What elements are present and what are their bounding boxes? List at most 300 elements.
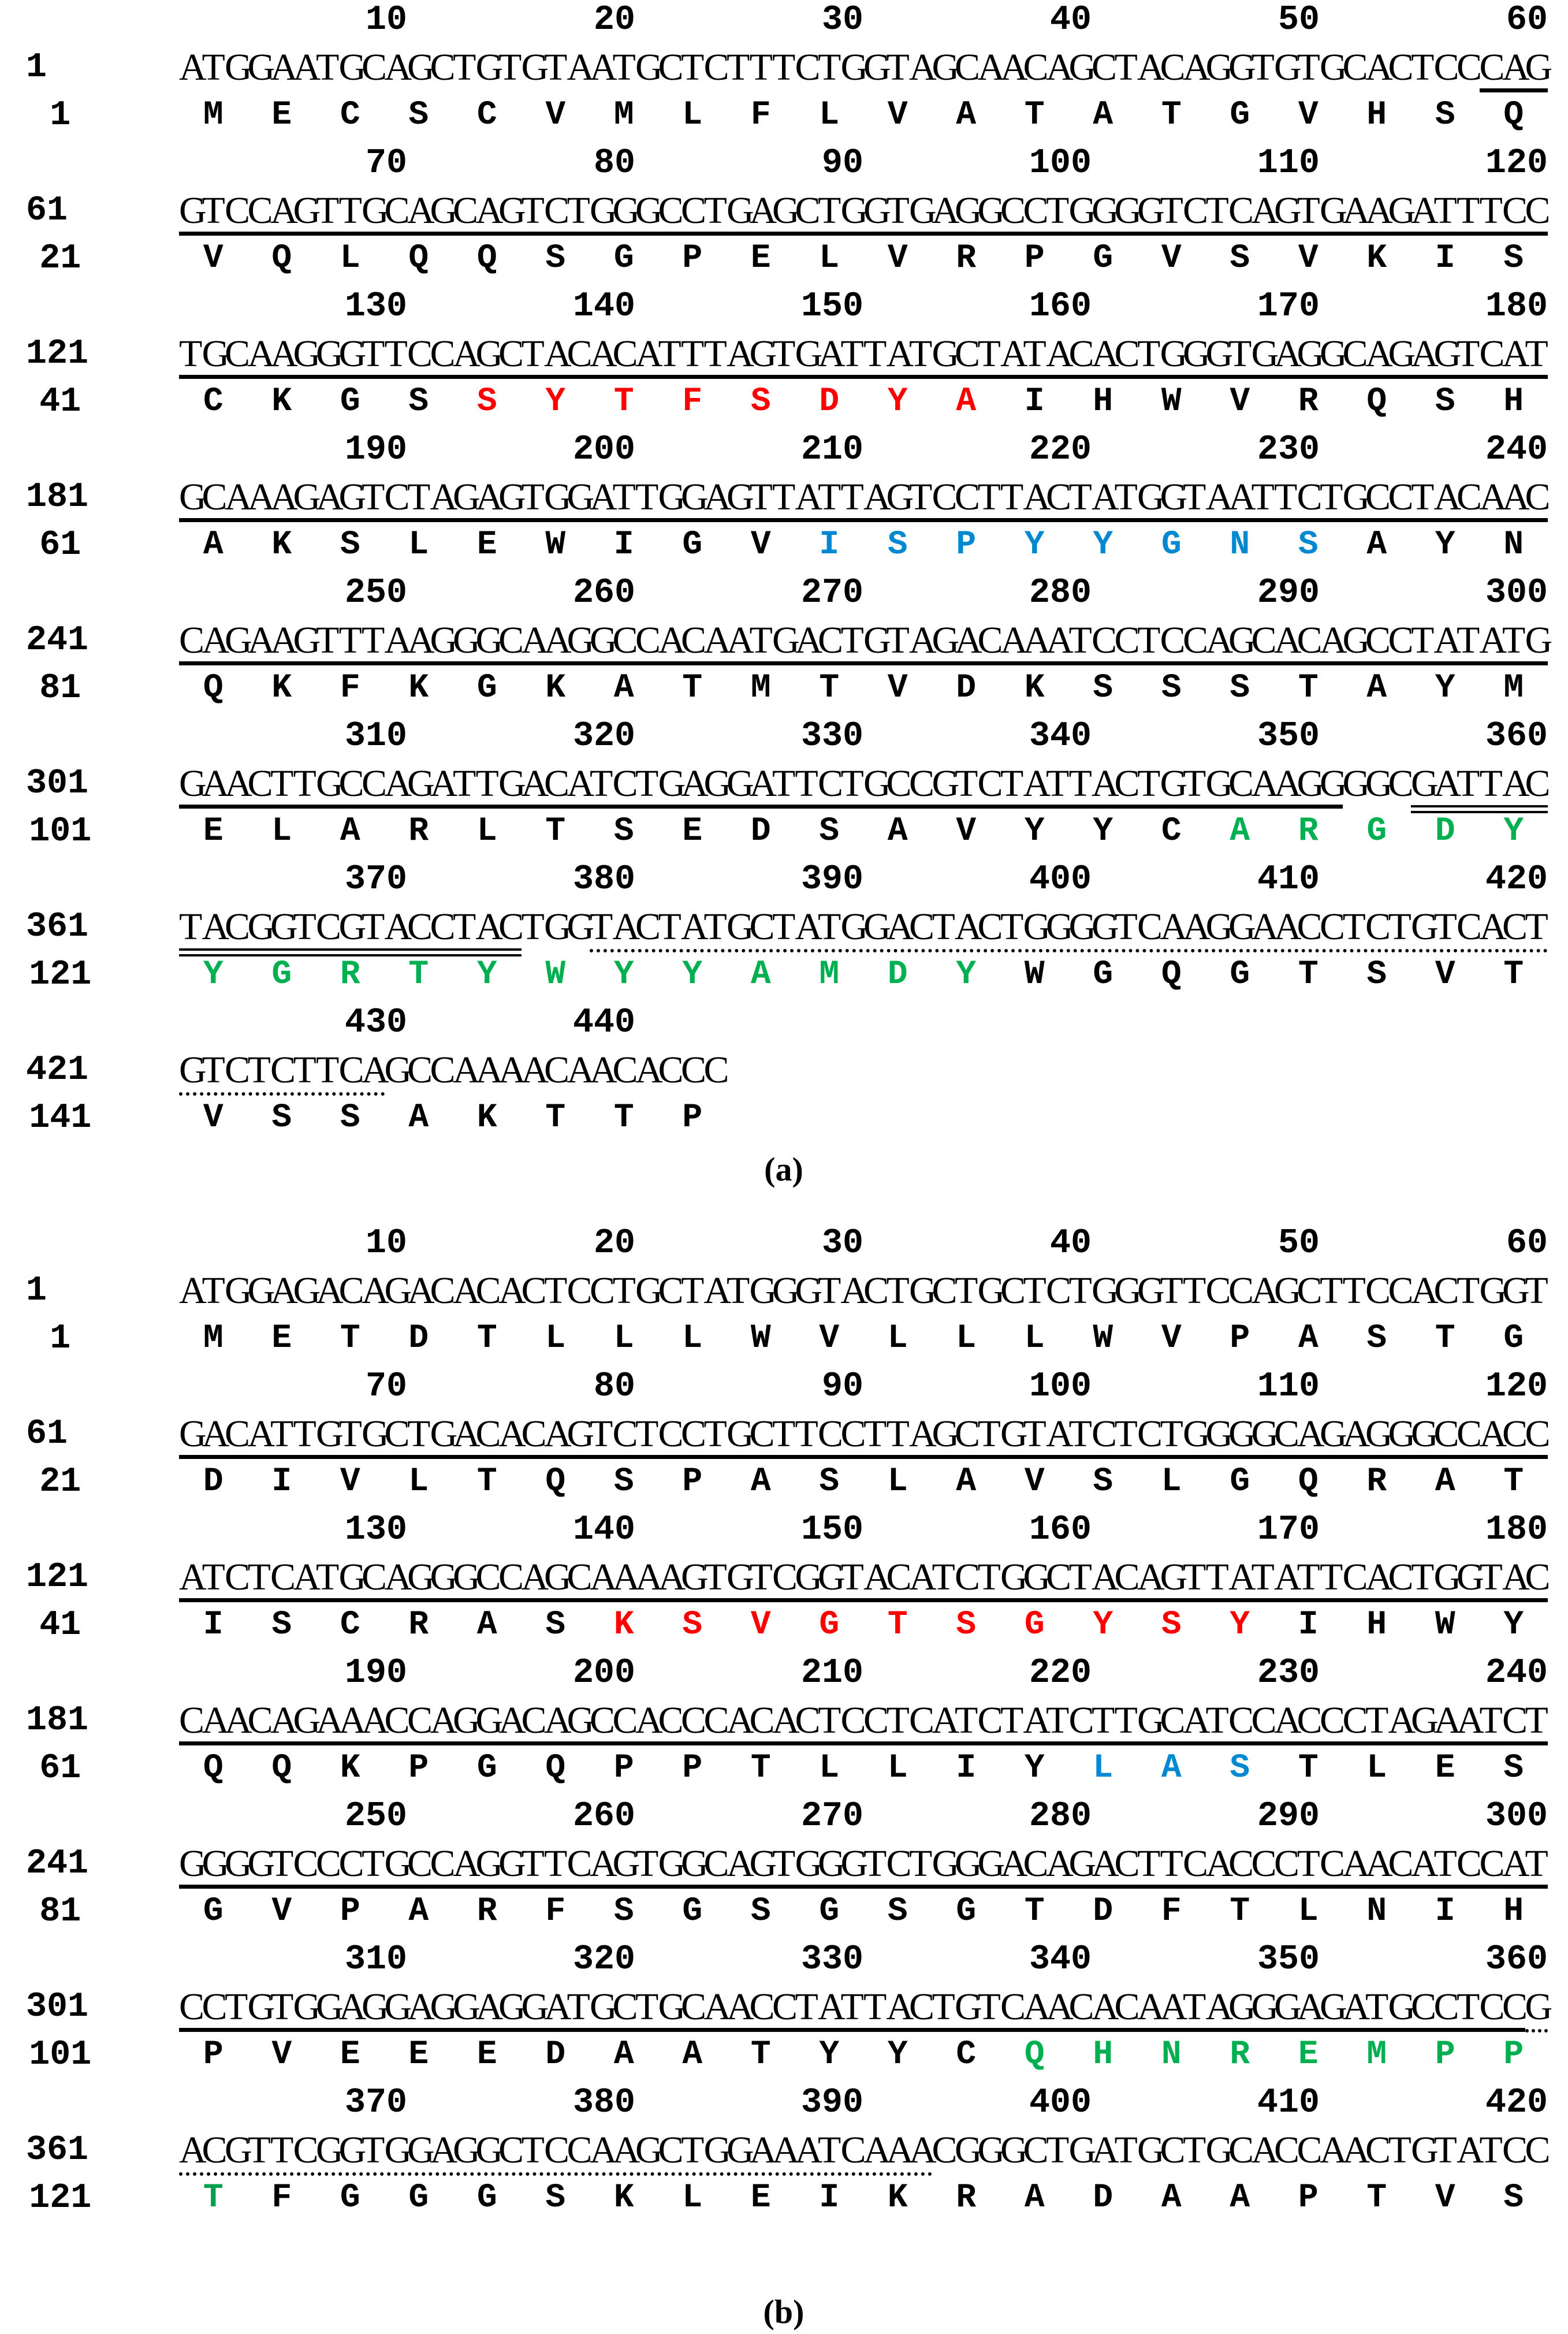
nucleotide-sequence <box>179 907 1548 953</box>
amino-acid-residue: V <box>1298 240 1319 277</box>
amino-acid-residue: T <box>682 669 703 707</box>
amino-acid-residue: G <box>682 526 703 564</box>
amino-acid-residue: Y <box>1230 1606 1250 1644</box>
amino-acid-residue: T <box>340 1320 360 1357</box>
amino-acid-residue: S <box>819 813 840 850</box>
nucleotide-sequence <box>179 1413 1551 1460</box>
ruler-tick: 440 <box>572 1003 635 1043</box>
nucleotide-sequence <box>179 1844 1548 1890</box>
ruler-tick: 260 <box>572 574 635 613</box>
amino-acid-residue: E <box>408 2036 429 2074</box>
amino-acid-residue: T <box>1298 956 1319 993</box>
amino-acid-residue: T <box>545 813 566 850</box>
ruler-tick: 60 <box>1506 1 1548 40</box>
ruler-tick: 170 <box>1257 1510 1320 1550</box>
amino-acid-residue: V <box>956 813 977 850</box>
amino-acid-residue: T <box>1230 1893 1250 1930</box>
amino-acid-sequence <box>179 2035 1548 2075</box>
amino-acid-residue: I <box>819 526 840 564</box>
amino-acid-residue: L <box>1161 1463 1182 1501</box>
nucleotide-sequence <box>179 46 1553 94</box>
amino-acid-line-number: 1 <box>50 96 71 135</box>
nucleotide-line-number: 241 <box>26 621 89 660</box>
ruler-tick: 330 <box>800 717 863 756</box>
nucleotide-segment-solid: GCAAAGAGTCTAGAGTGGATTGGAGTTATTAGTCCTTACTATGGTAATTCTGCCTACAAC <box>179 476 1551 518</box>
amino-acid-residue: S <box>819 1463 840 1501</box>
ruler-tick: 130 <box>344 287 407 326</box>
ruler-tick: 410 <box>1257 860 1320 899</box>
amino-acid-residue: G <box>1093 956 1113 993</box>
amino-acid-residue: D <box>1093 1893 1113 1930</box>
amino-acid-residue: A <box>1366 669 1387 707</box>
amino-acid-residue: L <box>956 1320 977 1357</box>
ruler-tick: 340 <box>1029 1940 1092 1979</box>
ruler-tick: 350 <box>1257 717 1320 756</box>
ruler-tick: 300 <box>1485 1797 1548 1836</box>
amino-acid-residue: S <box>1366 1320 1387 1357</box>
amino-acid-residue: L <box>408 1463 429 1501</box>
amino-acid-residue: S <box>887 526 908 564</box>
nucleotide-line-number: 61 <box>26 1414 68 1454</box>
amino-acid-residue: V <box>819 1320 840 1357</box>
amino-acid-residue: M <box>203 96 224 134</box>
amino-acid-residue: T <box>476 1463 497 1501</box>
amino-acid-residue: Y <box>545 383 566 420</box>
amino-acid-residue: D <box>545 2036 566 2074</box>
amino-acid-residue: L <box>682 1320 703 1357</box>
amino-acid-residue: M <box>203 1320 224 1357</box>
amino-acid-residue: T <box>1298 669 1319 707</box>
ruler-tick: 30 <box>821 1 863 40</box>
ruler-tick: 250 <box>344 1797 407 1836</box>
panel-caption: (a) <box>764 1151 803 1188</box>
amino-acid-line-number: 41 <box>39 382 81 422</box>
amino-acid-residue: G <box>1024 1606 1045 1644</box>
amino-acid-residue: S <box>1161 1606 1182 1644</box>
amino-acid-residue: E <box>476 2036 497 2074</box>
amino-acid-residue: S <box>1230 669 1250 707</box>
amino-acid-residue: A <box>203 526 224 564</box>
ruler-tick: 410 <box>1257 2083 1320 2123</box>
amino-acid-residue: S <box>1230 1749 1250 1787</box>
ruler-tick: 20 <box>593 1 635 40</box>
amino-acid-residue: Q <box>203 1749 224 1787</box>
sequence-block <box>0 1510 1568 1653</box>
amino-acid-residue: A <box>1230 813 1250 850</box>
amino-acid-residue: A <box>682 2036 703 2074</box>
amino-acid-residue: G <box>956 1893 977 1930</box>
amino-acid-residue: A <box>750 956 771 993</box>
amino-acid-sequence <box>179 1892 1548 1932</box>
amino-acid-residue: A <box>1366 526 1387 564</box>
sequence-block <box>0 1223 1568 1367</box>
amino-acid-residue: Q <box>271 240 292 277</box>
amino-acid-residue: L <box>613 1320 634 1357</box>
amino-acid-residue: T <box>476 1320 497 1357</box>
position-ruler <box>179 1510 1548 1550</box>
nucleotide-segment-none: CGGGCTGATGCTGCACCAACTGTATCC <box>932 2129 1551 2171</box>
amino-acid-residue: V <box>545 96 566 134</box>
amino-acid-residue: E <box>271 1320 292 1357</box>
nucleotide-sequence <box>179 1986 1553 2033</box>
nucleotide-segment-solid: CCTGTGGAGGAGGAGGATGCTGCAACCTATTACTGTCAACACAATAGGGAGATGCCTCC <box>179 1986 1528 2028</box>
amino-acid-residue: S <box>682 1606 703 1644</box>
amino-acid-residue: M <box>750 669 771 707</box>
amino-acid-residue: R <box>1366 1463 1387 1501</box>
amino-acid-residue: C <box>956 2036 977 2074</box>
amino-acid-residue: P <box>408 1749 429 1787</box>
amino-acid-residue: K <box>1024 669 1045 707</box>
ruler-tick: 200 <box>572 1654 635 1693</box>
amino-acid-residue: K <box>271 383 292 420</box>
amino-acid-residue: A <box>476 1606 497 1644</box>
position-ruler <box>179 1003 1548 1043</box>
nucleotide-line-number: 361 <box>26 2131 89 2170</box>
nucleotide-segment-dotted: G <box>1525 1986 1553 2028</box>
ruler-tick: 380 <box>572 2083 635 2123</box>
ruler-tick: 50 <box>1278 1 1320 40</box>
ruler-tick: 330 <box>800 1940 863 1979</box>
amino-acid-residue: S <box>1503 1749 1524 1787</box>
amino-acid-residue: G <box>682 1893 703 1930</box>
amino-acid-residue: L <box>819 96 840 134</box>
amino-acid-residue: P <box>682 1463 703 1501</box>
sequence-block <box>0 143 1568 286</box>
ruler-tick: 110 <box>1257 144 1320 183</box>
ruler-tick: 240 <box>1485 1654 1548 1693</box>
amino-acid-residue: V <box>1161 240 1182 277</box>
ruler-tick: 340 <box>1029 717 1092 756</box>
ruler-tick: 390 <box>800 860 863 899</box>
amino-acid-residue: D <box>1435 813 1455 850</box>
nucleotide-line-number: 61 <box>26 191 68 230</box>
amino-acid-residue: V <box>1435 2179 1455 2217</box>
amino-acid-sequence <box>179 1319 1548 1359</box>
amino-acid-residue: L <box>887 1463 908 1501</box>
amino-acid-residue: A <box>956 383 977 420</box>
amino-acid-line-number: 81 <box>39 669 81 708</box>
amino-acid-residue: G <box>1230 96 1250 134</box>
amino-acid-residue: T <box>750 1749 771 1787</box>
ruler-tick: 90 <box>821 144 863 183</box>
amino-acid-residue: R <box>408 1606 429 1644</box>
amino-acid-residue: G <box>1230 1463 1250 1501</box>
position-ruler <box>179 143 1548 184</box>
ruler-tick: 190 <box>344 430 407 470</box>
ruler-tick: 310 <box>344 1940 407 1979</box>
position-ruler <box>179 0 1548 40</box>
amino-acid-residue: E <box>340 2036 360 2074</box>
amino-acid-residue: Q <box>545 1463 566 1501</box>
amino-acid-residue: Y <box>1435 526 1455 564</box>
ruler-tick: 220 <box>1029 430 1092 470</box>
position-ruler <box>179 573 1548 613</box>
amino-acid-residue: S <box>271 1099 292 1137</box>
amino-acid-residue: F <box>682 383 703 420</box>
amino-acid-residue: C <box>1161 813 1182 850</box>
amino-acid-residue: F <box>340 669 360 707</box>
ruler-tick: 120 <box>1485 1367 1548 1406</box>
amino-acid-sequence <box>179 2178 1548 2218</box>
ruler-tick: 60 <box>1506 1224 1548 1263</box>
ruler-tick: 270 <box>800 1797 863 1836</box>
amino-acid-residue: Y <box>1024 1749 1045 1787</box>
amino-acid-line-number: 61 <box>39 526 81 565</box>
ruler-tick: 10 <box>365 1 407 40</box>
amino-acid-residue: V <box>887 669 908 707</box>
amino-acid-residue: G <box>340 383 360 420</box>
amino-acid-sequence <box>179 1748 1548 1789</box>
position-ruler <box>179 859 1548 900</box>
position-ruler <box>179 716 1548 757</box>
sequence-block <box>0 0 1568 143</box>
amino-acid-residue: K <box>613 2179 634 2217</box>
amino-acid-residue: L <box>1298 1893 1319 1930</box>
ruler-tick: 420 <box>1485 860 1548 899</box>
sequence-block <box>0 716 1568 859</box>
amino-acid-residue: R <box>476 1893 497 1930</box>
amino-acid-residue: P <box>1230 1320 1250 1357</box>
nucleotide-line-number: 181 <box>26 1701 89 1740</box>
sequence-block <box>0 1940 1568 2083</box>
amino-acid-sequence <box>179 525 1548 565</box>
amino-acid-sequence <box>179 95 1548 136</box>
amino-acid-residue: M <box>1366 2036 1387 2074</box>
nucleotide-segment-solid: CAG <box>1479 46 1553 88</box>
nucleotide-line-number: 421 <box>26 1051 89 1090</box>
amino-acid-residue: S <box>1366 956 1387 993</box>
ruler-tick: 70 <box>365 1367 407 1406</box>
amino-acid-residue: E <box>750 2179 771 2217</box>
amino-acid-residue: L <box>887 1320 908 1357</box>
amino-acid-residue: M <box>819 956 840 993</box>
amino-acid-residue: A <box>1093 96 1113 134</box>
amino-acid-residue: V <box>271 2036 292 2074</box>
nucleotide-segment-dotted: ACGTTCGGTGGAGGCTCCAAGCTGGAAATCAAA <box>179 2129 937 2171</box>
ruler-tick: 350 <box>1257 1940 1320 1979</box>
amino-acid-residue: S <box>408 383 429 420</box>
nucleotide-segment-solid: CAACAGAAACCAGGACAGCCACCCACACTCCTCATCTATCTTGCATCCACCCTAGAATCT <box>179 1699 1548 1741</box>
amino-acid-residue: Q <box>1503 96 1524 134</box>
amino-acid-residue: S <box>1435 96 1455 134</box>
ruler-tick: 210 <box>800 430 863 470</box>
ruler-tick: 220 <box>1029 1654 1092 1693</box>
amino-acid-sequence <box>179 668 1548 709</box>
amino-acid-residue: E <box>476 526 497 564</box>
amino-acid-residue: M <box>613 96 634 134</box>
amino-acid-residue: V <box>1161 1320 1182 1357</box>
ruler-tick: 180 <box>1485 287 1548 326</box>
nucleotide-line-number: 121 <box>26 334 89 374</box>
ruler-tick: 280 <box>1029 574 1092 613</box>
ruler-tick: 290 <box>1257 1797 1320 1836</box>
ruler-tick: 430 <box>344 1003 407 1043</box>
ruler-tick: 390 <box>800 2083 863 2123</box>
amino-acid-residue: A <box>956 1463 977 1501</box>
amino-acid-residue: E <box>203 813 224 850</box>
nucleotide-sequence <box>179 476 1551 523</box>
amino-acid-residue: E <box>750 240 771 277</box>
amino-acid-residue: S <box>1093 669 1113 707</box>
amino-acid-residue: P <box>1435 2036 1455 2074</box>
amino-acid-residue: G <box>613 240 634 277</box>
ruler-tick: 210 <box>800 1654 863 1693</box>
nucleotide-sequence <box>179 1271 1548 1317</box>
sequence-block <box>0 859 1568 1003</box>
amino-acid-residue: Q <box>1366 383 1387 420</box>
amino-acid-residue: Y <box>476 956 497 993</box>
amino-acid-residue: I <box>956 1749 977 1787</box>
ruler-tick: 120 <box>1485 144 1548 183</box>
sequence-block <box>0 1367 1568 1510</box>
ruler-tick: 150 <box>800 287 863 326</box>
amino-acid-residue: G <box>476 669 497 707</box>
amino-acid-residue: P <box>682 1099 703 1137</box>
ruler-tick: 140 <box>572 287 635 326</box>
amino-acid-residue: F <box>1161 1893 1182 1930</box>
amino-acid-line-number: 41 <box>39 1606 81 1645</box>
ruler-tick: 420 <box>1485 2083 1548 2123</box>
ruler-tick: 270 <box>800 574 863 613</box>
amino-acid-residue: L <box>545 1320 566 1357</box>
amino-acid-residue: P <box>682 240 703 277</box>
amino-acid-residue: G <box>340 2179 360 2217</box>
amino-acid-residue: P <box>1503 2036 1524 2074</box>
amino-acid-residue: Y <box>682 956 703 993</box>
nucleotide-segment-solid: CAGAAGTTTAAGGGCAAGGCCACAATGACTGTAGACAAATCCTCCAGCACAGCCTATATG <box>179 619 1553 661</box>
amino-acid-residue: C <box>340 96 360 134</box>
amino-acid-residue: I <box>613 526 634 564</box>
amino-acid-residue: S <box>1503 240 1524 277</box>
nucleotide-segment-solid: GAACTTGCCAGATTGACATCTGAGGATTCTGCCGTCTATTACTGTGCAAGG <box>179 762 1347 805</box>
ruler-tick: 360 <box>1485 717 1548 756</box>
amino-acid-residue: V <box>1298 96 1319 134</box>
amino-acid-residue: T <box>1503 1463 1524 1501</box>
amino-acid-residue: S <box>1093 1463 1113 1501</box>
amino-acid-residue: L <box>819 240 840 277</box>
amino-acid-residue: N <box>1503 526 1524 564</box>
amino-acid-residue: T <box>203 2179 224 2217</box>
ruler-tick: 200 <box>572 430 635 470</box>
ruler-tick: 100 <box>1029 144 1092 183</box>
amino-acid-residue: A <box>956 96 977 134</box>
amino-acid-residue: V <box>1024 1463 1045 1501</box>
amino-acid-residue: I <box>1435 1893 1455 1930</box>
nucleotide-segment-solid: GGGGTCCCTGCCAGGTTCAGTGGCAGTGGGTCTGGGACAGACTTCACCCTCAACATCCAT <box>179 1842 1548 1885</box>
amino-acid-residue: H <box>1093 2036 1113 2074</box>
amino-acid-residue: P <box>613 1749 634 1787</box>
nucleotide-sequence <box>179 1050 727 1096</box>
ruler-tick: 110 <box>1257 1367 1320 1406</box>
amino-acid-residue: G <box>1366 813 1387 850</box>
amino-acid-residue: Y <box>887 383 908 420</box>
amino-acid-residue: Y <box>1024 813 1045 850</box>
amino-acid-sequence <box>179 1605 1548 1646</box>
ruler-tick: 370 <box>344 860 407 899</box>
amino-acid-residue: T <box>750 2036 771 2074</box>
amino-acid-residue: S <box>271 1606 292 1644</box>
amino-acid-residue: S <box>613 1893 634 1930</box>
amino-acid-residue: V <box>271 1893 292 1930</box>
amino-acid-residue: T <box>1503 956 1524 993</box>
amino-acid-residue: I <box>1024 383 1045 420</box>
amino-acid-residue: E <box>271 96 292 134</box>
amino-acid-residue: G <box>203 1893 224 1930</box>
amino-acid-line-number: 141 <box>29 1099 92 1138</box>
amino-acid-residue: D <box>408 1320 429 1357</box>
amino-acid-residue: C <box>476 96 497 134</box>
position-ruler <box>179 1223 1548 1264</box>
amino-acid-residue: A <box>887 813 908 850</box>
amino-acid-line-number: 1 <box>50 1319 71 1358</box>
amino-acid-residue: Q <box>203 669 224 707</box>
ruler-tick: 160 <box>1029 1510 1092 1550</box>
amino-acid-residue: A <box>1298 1320 1319 1357</box>
amino-acid-residue: K <box>613 1606 634 1644</box>
amino-acid-sequence <box>179 1462 1548 1502</box>
amino-acid-residue: Q <box>271 1749 292 1787</box>
amino-acid-residue: K <box>408 669 429 707</box>
amino-acid-residue: W <box>1435 1606 1455 1644</box>
ruler-tick: 150 <box>800 1510 863 1550</box>
amino-acid-sequence <box>179 811 1548 852</box>
amino-acid-residue: G <box>1230 956 1250 993</box>
amino-acid-residue: I <box>1298 1606 1319 1644</box>
amino-acid-residue: I <box>1435 240 1455 277</box>
amino-acid-residue: R <box>340 956 360 993</box>
amino-acid-residue: Q <box>1161 956 1182 993</box>
amino-acid-residue: D <box>819 383 840 420</box>
nucleotide-line-number: 1 <box>26 1271 47 1311</box>
amino-acid-line-number: 121 <box>29 955 92 995</box>
amino-acid-residue: P <box>682 1749 703 1787</box>
amino-acid-residue: S <box>887 1893 908 1930</box>
ruler-tick: 40 <box>1049 1 1092 40</box>
nucleotide-segment-double: GATTAC <box>1411 762 1551 805</box>
amino-acid-residue: F <box>750 96 771 134</box>
amino-acid-residue: E <box>682 813 703 850</box>
amino-acid-residue: A <box>750 1463 771 1501</box>
amino-acid-residue: N <box>1161 2036 1182 2074</box>
amino-acid-residue: S <box>1161 669 1182 707</box>
amino-acid-residue: L <box>682 2179 703 2217</box>
amino-acid-residue: T <box>408 956 429 993</box>
amino-acid-residue: I <box>203 1606 224 1644</box>
amino-acid-residue: R <box>1298 813 1319 850</box>
amino-acid-residue: C <box>203 383 224 420</box>
amino-acid-residue: H <box>1366 1606 1387 1644</box>
amino-acid-residue: Y <box>1093 526 1113 564</box>
amino-acid-residue: F <box>545 1893 566 1930</box>
ruler-tick: 140 <box>572 1510 635 1550</box>
nucleotide-segment-none: TGG <box>521 906 595 948</box>
ruler-tick: 370 <box>344 2083 407 2123</box>
amino-acid-residue: V <box>750 526 771 564</box>
amino-acid-residue: S <box>545 2179 566 2217</box>
ruler-tick: 400 <box>1029 2083 1092 2123</box>
amino-acid-residue: V <box>203 240 224 277</box>
ruler-tick: 320 <box>572 1940 635 1979</box>
amino-acid-residue: Y <box>1024 526 1045 564</box>
amino-acid-residue: T <box>613 383 634 420</box>
amino-acid-residue: A <box>1435 1463 1455 1501</box>
amino-acid-residue: T <box>1024 1893 1045 1930</box>
amino-acid-residue: T <box>1435 1320 1455 1357</box>
position-ruler <box>179 1653 1548 1693</box>
amino-acid-residue: G <box>271 956 292 993</box>
nucleotide-sequence <box>179 189 1551 237</box>
amino-acid-residue: A <box>340 813 360 850</box>
